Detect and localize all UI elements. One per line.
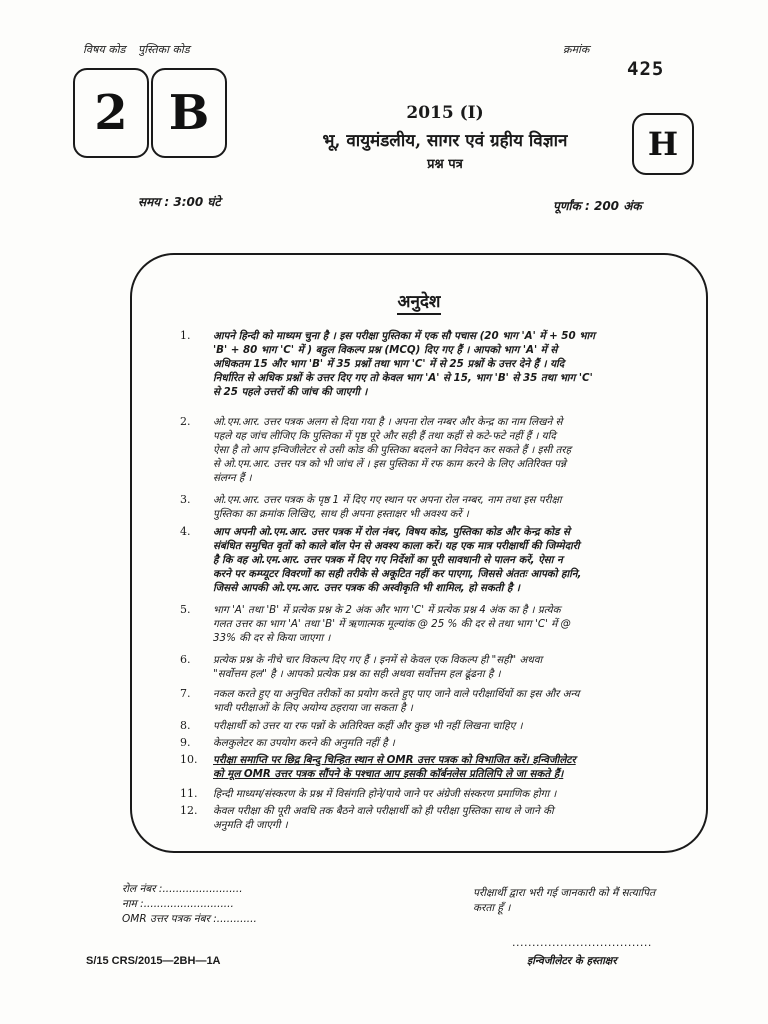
instruction-number: 4. <box>180 525 191 538</box>
instruction-line: परीक्षा समाप्ति पर छिद्र बिन्दु चिन्हित स्थान से OMR उत्तर पत्रक को विभाजित करें। इन्विजीलेटर <box>213 754 576 766</box>
instruction-line: भाग 'A' तथा 'B' में प्रत्येक प्रश्न के 2 अंक और भाग 'C' में प्रत्येक प्रश्न 4 अंक का है । प्रत्येक <box>213 604 561 616</box>
instruction-line: प्रत्येक प्रश्न के नीचे चार विकल्प दिए गए हैं । इनमें से केवल एक विकल्प ही "सही" अथवा <box>213 654 543 666</box>
instruction-line: ओ.एम.आर. उत्तर पत्रक के पृष्ठ 1 में दिए गए स्थान पर अपना रोल नम्बर, नाम तथा इस परीक्षा <box>213 494 562 506</box>
instruction-number: 8. <box>180 719 191 732</box>
instruction-line: ओ.एम.आर. उत्तर पत्रक अलग से दिया गया है । अपना रोल नम्बर और केन्द्र का नाम लिखने से <box>213 416 563 428</box>
instruction-item <box>180 804 696 832</box>
instruction-item <box>180 787 696 801</box>
invigilator-signature-label: इन्विजीलेटर के हस्ताक्षर <box>527 955 617 967</box>
instruction-line: आपने हिन्दी को माध्यम चुना है । इस परीक्षा पुस्तिका में एक सौ पचास (20 भाग 'A' में + 50 भाग <box>213 330 595 342</box>
instruction-line: 'B' + 80 भाग 'C' में ) बहुल विकल्प प्रश्न (MCQ) दिए गए हैं । आपको भाग 'A' में से <box>213 344 558 356</box>
instructions-panel <box>130 253 708 853</box>
instruction-line: परीक्षार्थी को उत्तर या रफ पन्नों के अतिरिक्त कहीं और कुछ भी नहीं लिखना चाहिए । <box>213 720 523 732</box>
instruction-line: केलकुलेटर का उपयोग करने की अनुमति नहीं है । <box>213 737 395 749</box>
signature-line: ................................... <box>512 936 652 949</box>
serial-label: क्रमांक <box>563 43 590 56</box>
instruction-line: से 25 पहले उत्तरों की जांच की जाएगी । <box>213 386 368 398</box>
instruction-line: केवल परीक्षा की पूरी अवधि तक बैठने वाले परीक्षार्थी को ही परीक्षा पुस्तिका साथ ले जाने की <box>213 805 554 817</box>
booklet-code-box <box>151 68 227 158</box>
booklet-code-label: पुस्तिका कोड <box>138 43 190 56</box>
candidate-details <box>122 882 257 927</box>
booklet-code: B <box>168 85 210 141</box>
instruction-line: नकल करते हुए या अनुचित तरीकों का प्रयोग करते हुए पाए जाने वाले परीक्षार्थियों का इस और अन्य <box>213 688 580 700</box>
instruction-line: पुस्तिका का क्रमांक लिखिए, साथ ही अपना हस्ताक्षर भी अवश्य करें । <box>213 508 469 520</box>
exam-year: 2015 (I) <box>406 103 484 123</box>
language-code-box <box>632 113 694 175</box>
paper-title: प्रश्न पत्र <box>427 157 463 172</box>
instruction-line: निर्धारित से अधिक प्रश्नों के उत्तर दिए गए तो केवल भाग 'A' से 15, भाग 'B' से 35 तथा भाग 'C' <box>213 372 593 384</box>
instruction-line: ऐसा है तो आप इन्विजीलेटर से उसी कोड की पुस्तिका बदलने का निवेदन कर सकते हैं । इसी तरह <box>213 444 572 456</box>
instruction-line: संबंधित समुचित वृतों को काले बॉल पेन से अवश्य काला करें। यह एक मात्र परीक्षार्थी की जिम्मेदारी <box>213 540 580 552</box>
subject-title: भू, वायुमंडलीय, सागर एवं ग्रहीय विज्ञान <box>322 131 568 151</box>
omr-number-field: OMR उत्तर पत्रक नंबर :............ <box>122 913 257 925</box>
instruction-line: को मूल OMR उत्तर पत्रक सौंपने के पश्चात आप इसकी कॉर्बनलेस प्रतिलिपि ले जा सकते हैं। <box>213 768 564 780</box>
instruction-number: 9. <box>180 736 191 749</box>
instruction-item <box>180 736 696 750</box>
instruction-item <box>180 603 696 645</box>
instruction-number: 3. <box>180 493 191 506</box>
instruction-item <box>180 329 696 399</box>
instruction-number: 1. <box>180 329 191 342</box>
instruction-line: हिन्दी माध्यम/संस्करण के प्रश्न में विसंगति होने/पाये जाने पर अंग्रेजी संस्करण प्रमाणिक होगा । <box>213 788 557 800</box>
declaration <box>473 886 655 916</box>
instruction-item <box>180 653 696 681</box>
instructions-heading: अनुदेश <box>132 289 706 312</box>
instruction-item <box>180 493 696 521</box>
instruction-line: गलत उत्तर का भाग 'A' तथा 'B' में ऋणात्मक मूल्यांक @ 25 % की दर से तथा भाग 'C' में @ <box>213 618 571 630</box>
instruction-line: 33% की दर से किया जाएगा । <box>213 632 331 644</box>
instruction-item <box>180 753 696 781</box>
instruction-number: 2. <box>180 415 191 428</box>
instruction-item <box>180 719 696 733</box>
subject-code-label: विषय कोड <box>83 43 126 56</box>
roll-number-field: रोल नंबर :........................ <box>122 883 243 895</box>
instruction-number: 12. <box>180 804 198 817</box>
instruction-number: 10. <box>180 753 198 766</box>
instruction-number: 5. <box>180 603 191 616</box>
declaration-line: परीक्षार्थी द्वारा भरी गई जानकारी को मैं सत्यापित <box>473 887 656 899</box>
instruction-line: आप अपनी ओ.एम.आर. उत्तर पत्रक में रोल नंबर, विषय कोड, पुस्तिका कोड और केन्द्र कोड से <box>213 526 570 538</box>
max-marks: पूर्णांक : 200 अंक <box>553 199 642 213</box>
instruction-number: 7. <box>180 687 191 700</box>
instruction-line: अनुमति दी जाएगी । <box>213 819 288 831</box>
instruction-line: करने पर कम्प्यूटर विवरणों का सही तरीके से अकूटित नहीं कर पाएगा, जिससे अंततः आपको हानि, <box>213 568 582 580</box>
instruction-line: "सर्वोत्तम हल" है । आपको प्रत्येक प्रश्न का सही अथवा सर्वोत्तम हल ढूंढना है । <box>213 668 501 680</box>
instruction-line: है कि वह ओ.एम.आर. उत्तर पत्रक में दिए गए निर्देशों का पूरी सावधानी से पालन करें, ऐसा न <box>213 554 563 566</box>
name-field: नाम :........................... <box>122 898 234 910</box>
declaration-line: करता हूँ । <box>473 902 511 914</box>
instruction-line: पहले यह जांच लीजिए कि पुस्तिका में पृष्ठ पूरे और सही हैं तथा कहीं से कटे-फटे नहीं हैं । यदि <box>213 430 556 442</box>
instruction-line: संलग्न हैं । <box>213 472 252 484</box>
serial-number: 425 <box>627 58 665 80</box>
booklet-reference: S/15 CRS/2015—2BH—1A <box>86 955 221 967</box>
instruction-line: जिससे आपकी ओ.एम.आर. उत्तर पत्रक की अस्वीकृति भी शामिल, हो सकती है । <box>213 582 520 594</box>
instruction-line: भावी परीक्षाओं के लिए अयोग्य ठहराया जा सकता है । <box>213 702 413 714</box>
instruction-item <box>180 687 696 715</box>
instruction-line: अधिकतम 15 और भाग 'B' में 35 प्रश्नों तथा भाग 'C' में से 25 प्रश्नों के उत्तर देने हैं । यदि <box>213 358 565 370</box>
instruction-number: 6. <box>180 653 191 666</box>
subject-code-box <box>73 68 149 158</box>
instruction-item <box>180 415 696 485</box>
instruction-item <box>180 525 696 595</box>
language-code: H <box>647 125 679 163</box>
exam-time: समय : 3:00 घंटे <box>138 195 221 209</box>
instruction-line: से ओ.एम.आर. उत्तर पत्र को भी जांच लें । इस पुस्तिका में रफ काम करने के लिए अतिरिक्त पन्ने <box>213 458 567 470</box>
instruction-number: 11. <box>180 787 198 800</box>
subject-code: 2 <box>94 85 128 141</box>
